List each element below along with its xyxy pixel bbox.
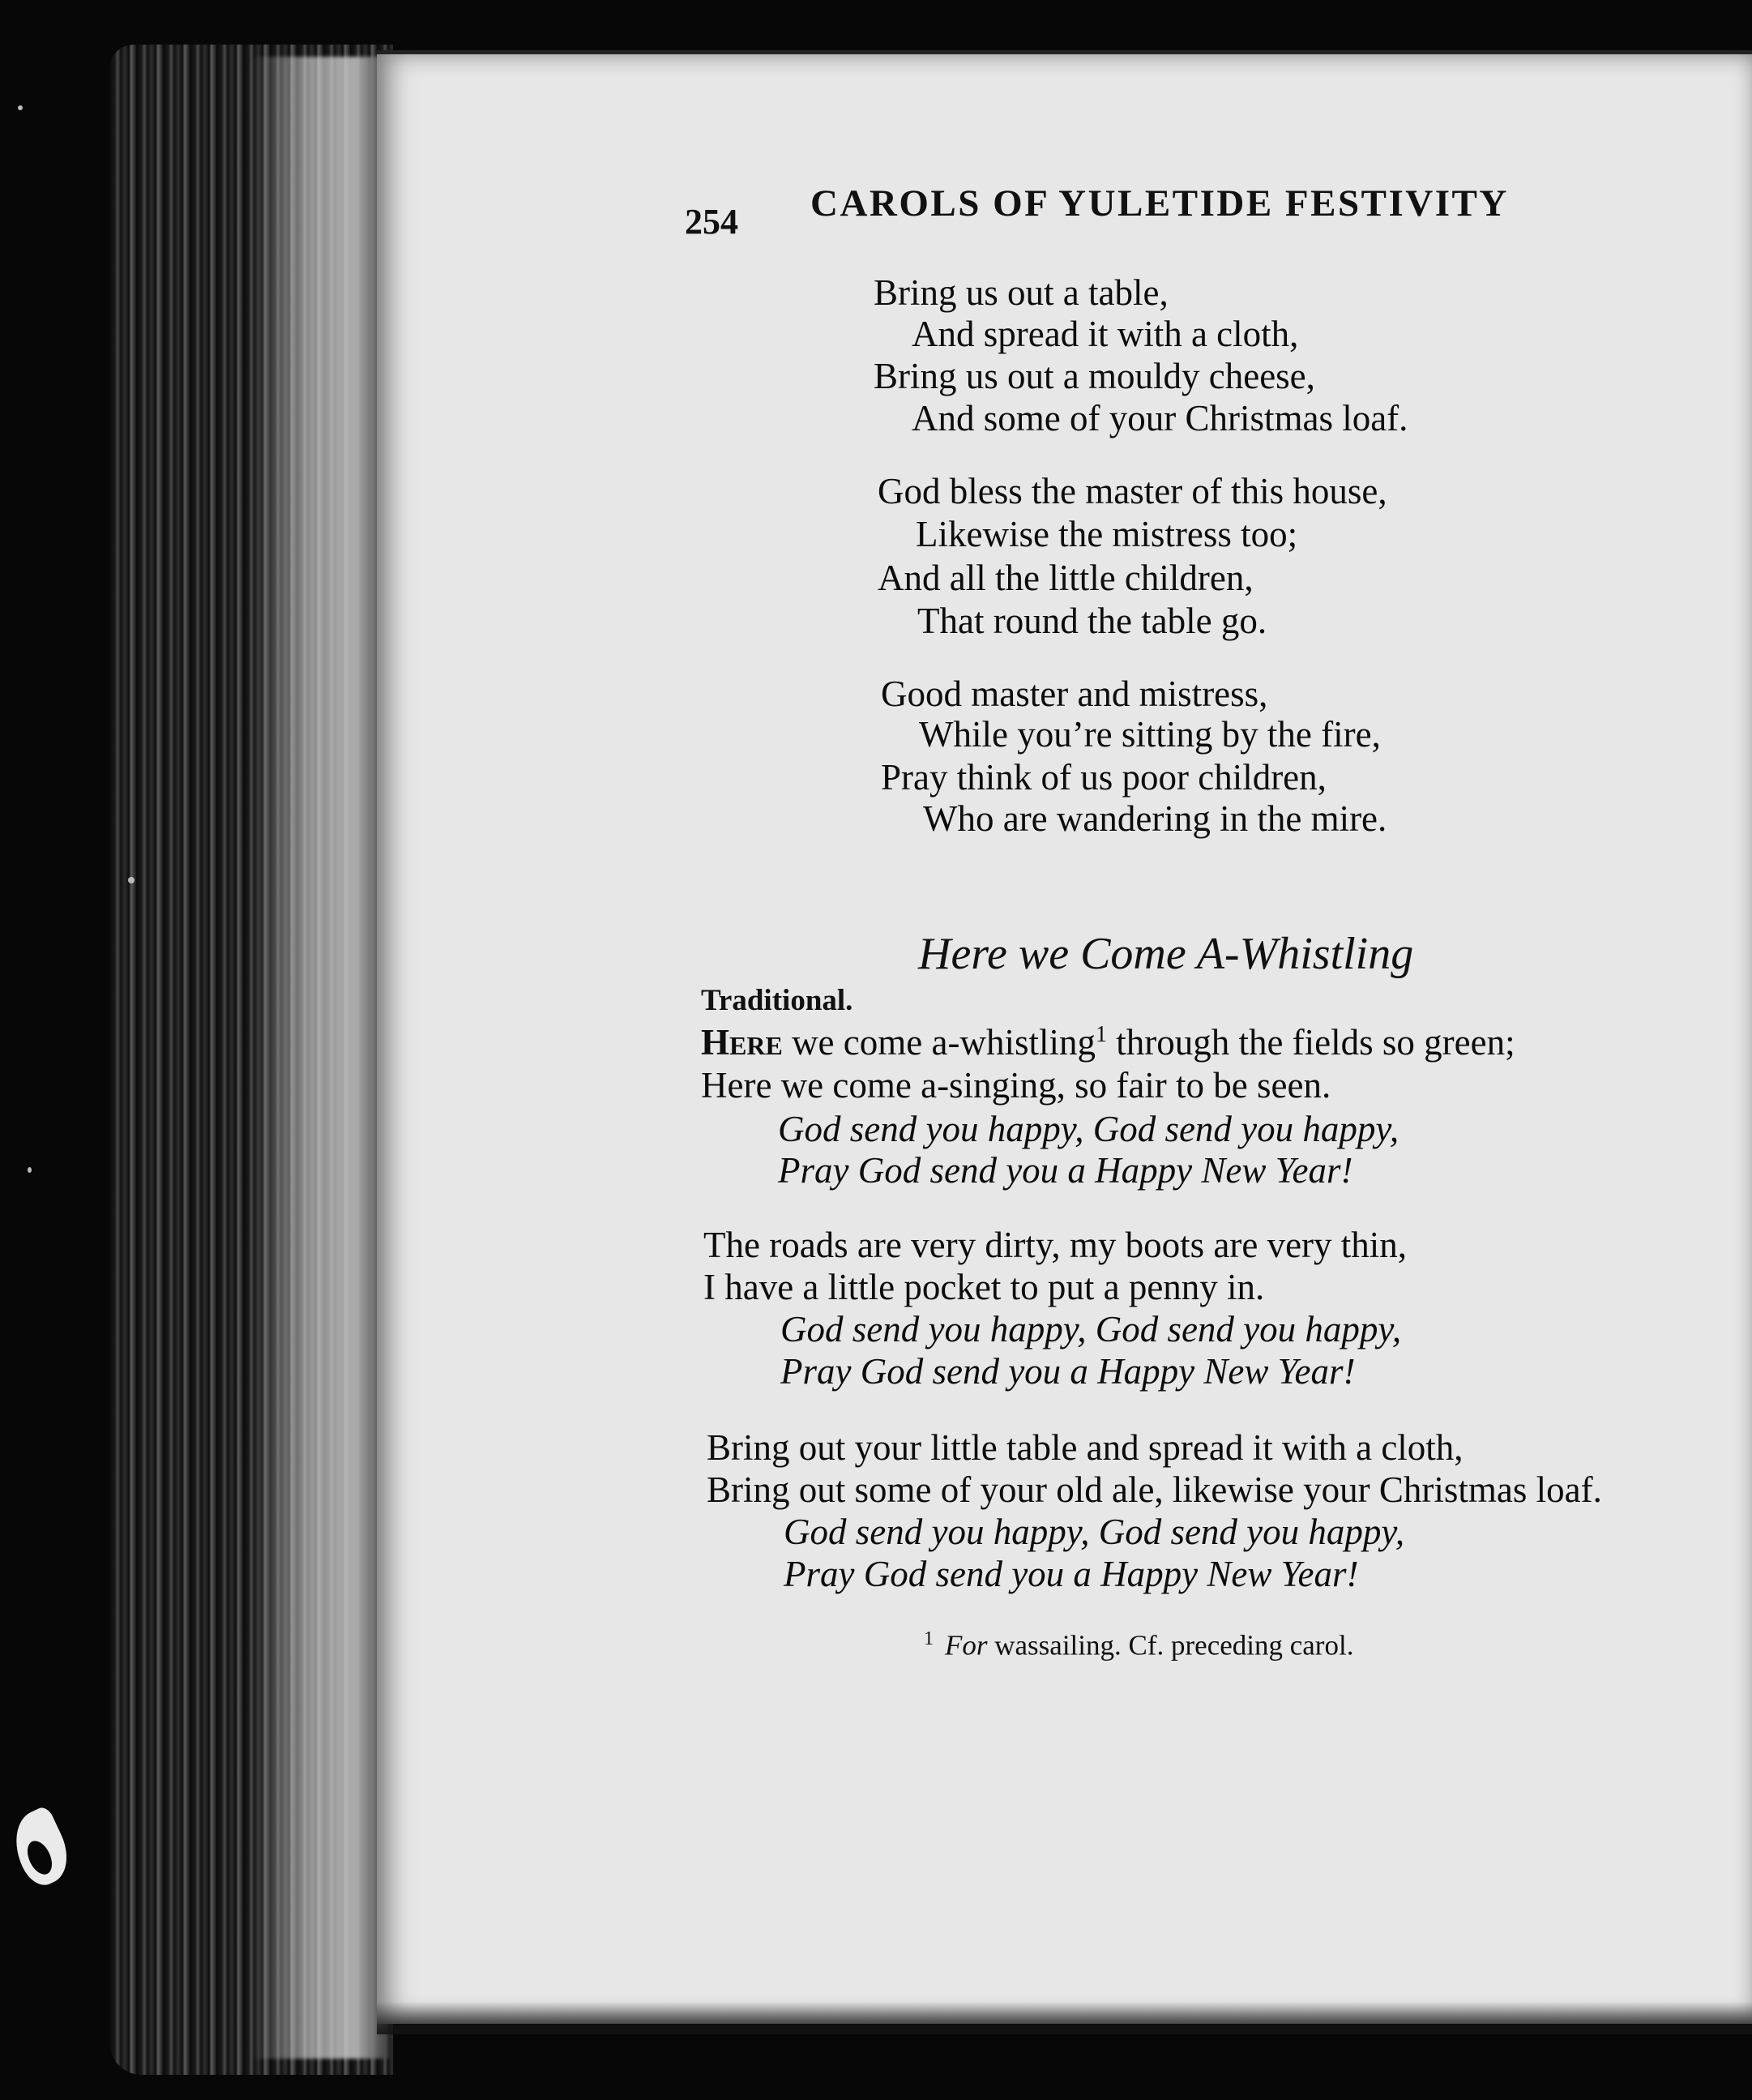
refrain-line: God send you happy, God send you happy,: [780, 1309, 1402, 1349]
verse-line: Pray think of us poor children,: [881, 757, 1327, 798]
verse-line: That round the table go.: [917, 601, 1267, 641]
footnote-reference: 1: [1095, 1022, 1107, 1047]
verse-line: Bring us out a table,: [874, 272, 1169, 313]
footnote-marker: 1: [924, 1628, 934, 1649]
refrain-line: Pray God send you a Happy New Year!: [784, 1554, 1359, 1594]
page-number: 254: [685, 202, 738, 242]
verse-line: Likewise the mistress too;: [916, 514, 1298, 554]
carol-line: Here we come a-singing, so fair to be seen.: [701, 1065, 1331, 1106]
carol-line: Bring out your little table and spread it with a cloth,: [707, 1427, 1464, 1468]
verse-line: And all the little children,: [878, 558, 1254, 598]
carol-attribution: Traditional.: [701, 984, 853, 1017]
carol-line: The roads are very dirty, my boots are very thin,: [703, 1225, 1408, 1265]
refrain-line: God send you happy, God send you happy,: [784, 1512, 1405, 1552]
verse-line: While you’re sitting by the fire,: [919, 714, 1381, 755]
verse-line: And some of your Christmas loaf.: [912, 398, 1408, 438]
refrain-line: Pray God send you a Happy New Year!: [778, 1150, 1353, 1191]
footnote-text: wassailing. Cf. preceding carol.: [987, 1629, 1354, 1662]
scan-speck: [18, 105, 23, 110]
running-head: CAROLS OF YULETIDE FESTIVITY: [810, 182, 1509, 225]
line-text: through the fields so green;: [1106, 1022, 1515, 1063]
scan-speck: [28, 1167, 32, 1173]
refrain-line: God send you happy, God send you happy,: [778, 1109, 1399, 1149]
carol-line: Bring out some of your old ale, likewise your Christmas loaf.: [707, 1469, 1602, 1510]
footnote-italic: For: [945, 1629, 988, 1662]
carol-title: Here we Come A-Whistling: [918, 929, 1414, 979]
line-text: we come a-whistling: [782, 1022, 1096, 1063]
verse-line: God bless the master of this house,: [878, 471, 1387, 511]
refrain-line: Pray God send you a Happy New Year!: [780, 1351, 1356, 1392]
book-edge-highlight: [251, 57, 389, 2059]
footnote: [924, 1628, 1353, 1662]
verse-line: Good master and mistress,: [881, 674, 1268, 714]
carol-line: [701, 1021, 1515, 1063]
scan-speck: [128, 877, 135, 883]
carol-line: I have a little pocket to put a penny in.: [703, 1267, 1265, 1307]
verse-line: And spread it with a cloth,: [912, 314, 1299, 354]
drop-word: Here: [701, 1022, 783, 1063]
page-bottom-shadow: [377, 2002, 1752, 2034]
verse-line: Who are wandering in the mire.: [923, 798, 1387, 839]
verse-line: Bring us out a mouldy cheese,: [874, 356, 1315, 396]
